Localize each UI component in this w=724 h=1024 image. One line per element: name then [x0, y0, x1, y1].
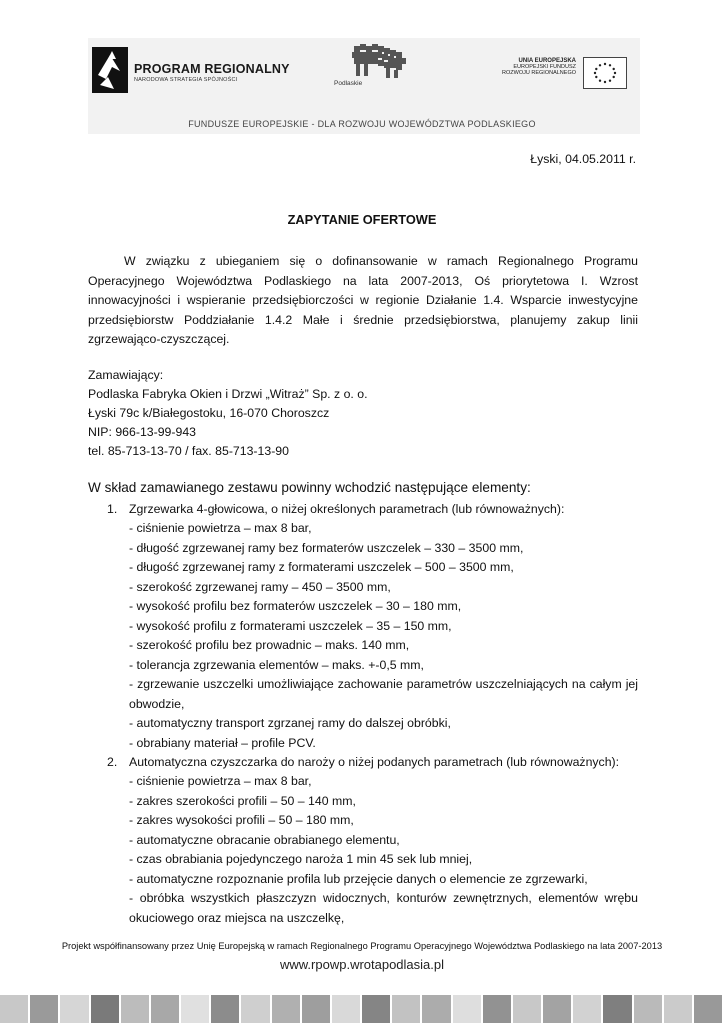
param-line: - zgrzewanie uszczelki umożliwiające zachowanie parametrów uszczelniających na całym jej obwodzie,: [129, 677, 638, 711]
param-line: - zakres szerokości profili – 50 – 140 mm,: [129, 793, 356, 808]
strip-block: [392, 995, 420, 1023]
item-params: [107, 772, 638, 928]
item-heading-text: Automatyczna czyszczarka do naroży o niżej podanych parametrach (lub równoważnych):: [129, 755, 620, 769]
footer-note: Projekt współfinansowany przez Unię Europejską w ramach Regionalnego Programu Operacyjnego Województwa Podlaskiego na lata 2007-2013: [61, 941, 663, 951]
funds-line: FUNDUSZE EUROPEJSKIE - DLA ROZWOJU WOJEWÓDZTWA PODLASKIEGO: [188, 119, 536, 129]
param-line: - obróbka wszystkich płaszczyzn widocznych, konturów zewnętrznych, elementów wrębu okuciowego oraz miejsca na uszczelkę,: [129, 891, 638, 925]
strip-block: [91, 995, 119, 1023]
param-line: - długość zgrzewanej ramy bez formaterów uszczelek – 330 – 3500 mm,: [129, 540, 524, 555]
document-date: Łyski, 04.05.2011 r.: [530, 152, 636, 166]
param-line: - automatyczne obracanie obrabianego elementu,: [129, 832, 400, 847]
param-line: - automatyczne rozpoznanie profila lub przejęcie danych o elemencie ze zgrzewarki,: [129, 871, 588, 886]
eu-text-block: [496, 58, 576, 76]
strip-block: [30, 995, 58, 1023]
param-line: - zakres wysokości profili – 50 – 180 mm,: [129, 813, 354, 827]
strip-block: [453, 995, 481, 1023]
document-title: ZAPYTANIE OFERTOWE: [287, 212, 437, 227]
param-line: - ciśnienie powietrza – max 8 bar,: [129, 774, 312, 788]
buyer-name: Podlaska Fabryka Okien i Drzwi „Witraż” Sp. z o. o.: [88, 387, 368, 401]
strip-block: [241, 995, 269, 1023]
item-number: 1.: [107, 502, 118, 516]
strip-block: [422, 995, 450, 1023]
eu-flag-icon: [583, 57, 627, 89]
param-line: - ciśnienie powietrza – max 8 bar,: [129, 521, 312, 535]
buyer-label: Zamawiający:: [88, 368, 164, 382]
strip-block: [181, 995, 209, 1023]
param-line: - automatyczny transport zgrzanej ramy do dalszej obróbki,: [129, 716, 451, 730]
strip-block: [332, 995, 360, 1023]
item-heading-text: Zgrzewarka 4-głowicowa, o niżej określonych parametrach (lub równoważnych):: [129, 502, 565, 516]
param-line: - szerokość profilu bez prowadnic – maks. 140 mm,: [129, 638, 410, 652]
strip-block: [664, 995, 692, 1023]
buyer-address: Łyski 79c k/Białegostoku, 16-070 Choroszcz: [88, 406, 330, 420]
item-params: [107, 519, 638, 753]
param-line: - szerokość zgrzewanej ramy – 450 – 3500 mm,: [129, 579, 391, 594]
strip-block: [151, 995, 179, 1023]
items-list: [107, 500, 638, 928]
strip-block: [694, 995, 722, 1023]
param-line: - wysokość profilu z formaterami uszczelek – 35 – 150 mm,: [129, 618, 452, 633]
item-heading: [107, 753, 638, 772]
strip-block: [302, 995, 330, 1023]
strip-block: [362, 995, 390, 1023]
eu-line-1: UNIA EUROPEJSKA: [518, 58, 576, 64]
strip-block: [0, 995, 28, 1023]
decorative-strip: [0, 995, 724, 1023]
param-line: - wysokość profilu bez formaterów uszczelek – 30 – 180 mm,: [129, 599, 462, 613]
item-heading: [107, 500, 638, 519]
strip-block: [483, 995, 511, 1023]
buyer-nip: NIP: 966-13-99-943: [88, 425, 197, 439]
strip-block: [211, 995, 239, 1023]
eu-line-2: EUROPEJSKI FUNDUSZ: [513, 64, 576, 70]
strip-block: [121, 995, 149, 1023]
item-number: 2.: [107, 755, 118, 769]
strip-block: [543, 995, 571, 1023]
footer-url[interactable]: www.rpowp.wrotapodlasia.pl: [279, 957, 445, 972]
program-title: PROGRAM REGIONALNY: [134, 62, 290, 76]
list-item: [107, 753, 638, 928]
list-item: [107, 500, 638, 753]
buyer-phone: tel. 85-713-13-70 / fax. 85-713-13-90: [88, 444, 289, 458]
strip-block: [272, 995, 300, 1023]
strip-block: [573, 995, 601, 1023]
intro-paragraph: W związku z ubieganiem się o dofinansowanie w ramach Regionalnego Programu Operacyjnego Województwa Podlaskiego na lata 2007-2013, Oś priorytetowa I. Wzrost innowacyjności i wspieranie przedsiębiorczości w regionie Działanie 1.4. Wsparcie inwestycyjne przedsiębiorstw Poddziałanie 1.4.2 Małe i średnie przedsiębiorstwa, planujemy zakup linii zgrzewająco-czyszczącej.: [88, 254, 638, 347]
strip-block: [513, 995, 541, 1023]
param-line: - obrabiany materiał – profile PCV.: [129, 735, 316, 750]
strip-block: [603, 995, 631, 1023]
region-label: Podlaskie: [334, 80, 363, 87]
buyer-block: [88, 366, 368, 461]
param-line: - tolerancja zgrzewania elementów – maks. +-0,5 mm,: [129, 657, 424, 672]
param-line: - czas obrabiania pojedynczego naroża 1 min 45 sek lub mniej,: [129, 852, 473, 866]
items-lead: W skład zamawianego zestawu powinny wchodzić następujące elementy:: [88, 480, 531, 495]
strip-block: [60, 995, 88, 1023]
param-line: - długość zgrzewanej ramy z formaterami uszczelek – 500 – 3500 mm,: [129, 560, 514, 574]
program-subtitle: NARODOWA STRATEGIA SPÓJNOŚCI: [134, 77, 238, 83]
eu-line-3: ROZWOJU REGIONALNEGO: [502, 70, 576, 76]
strip-block: [634, 995, 662, 1023]
